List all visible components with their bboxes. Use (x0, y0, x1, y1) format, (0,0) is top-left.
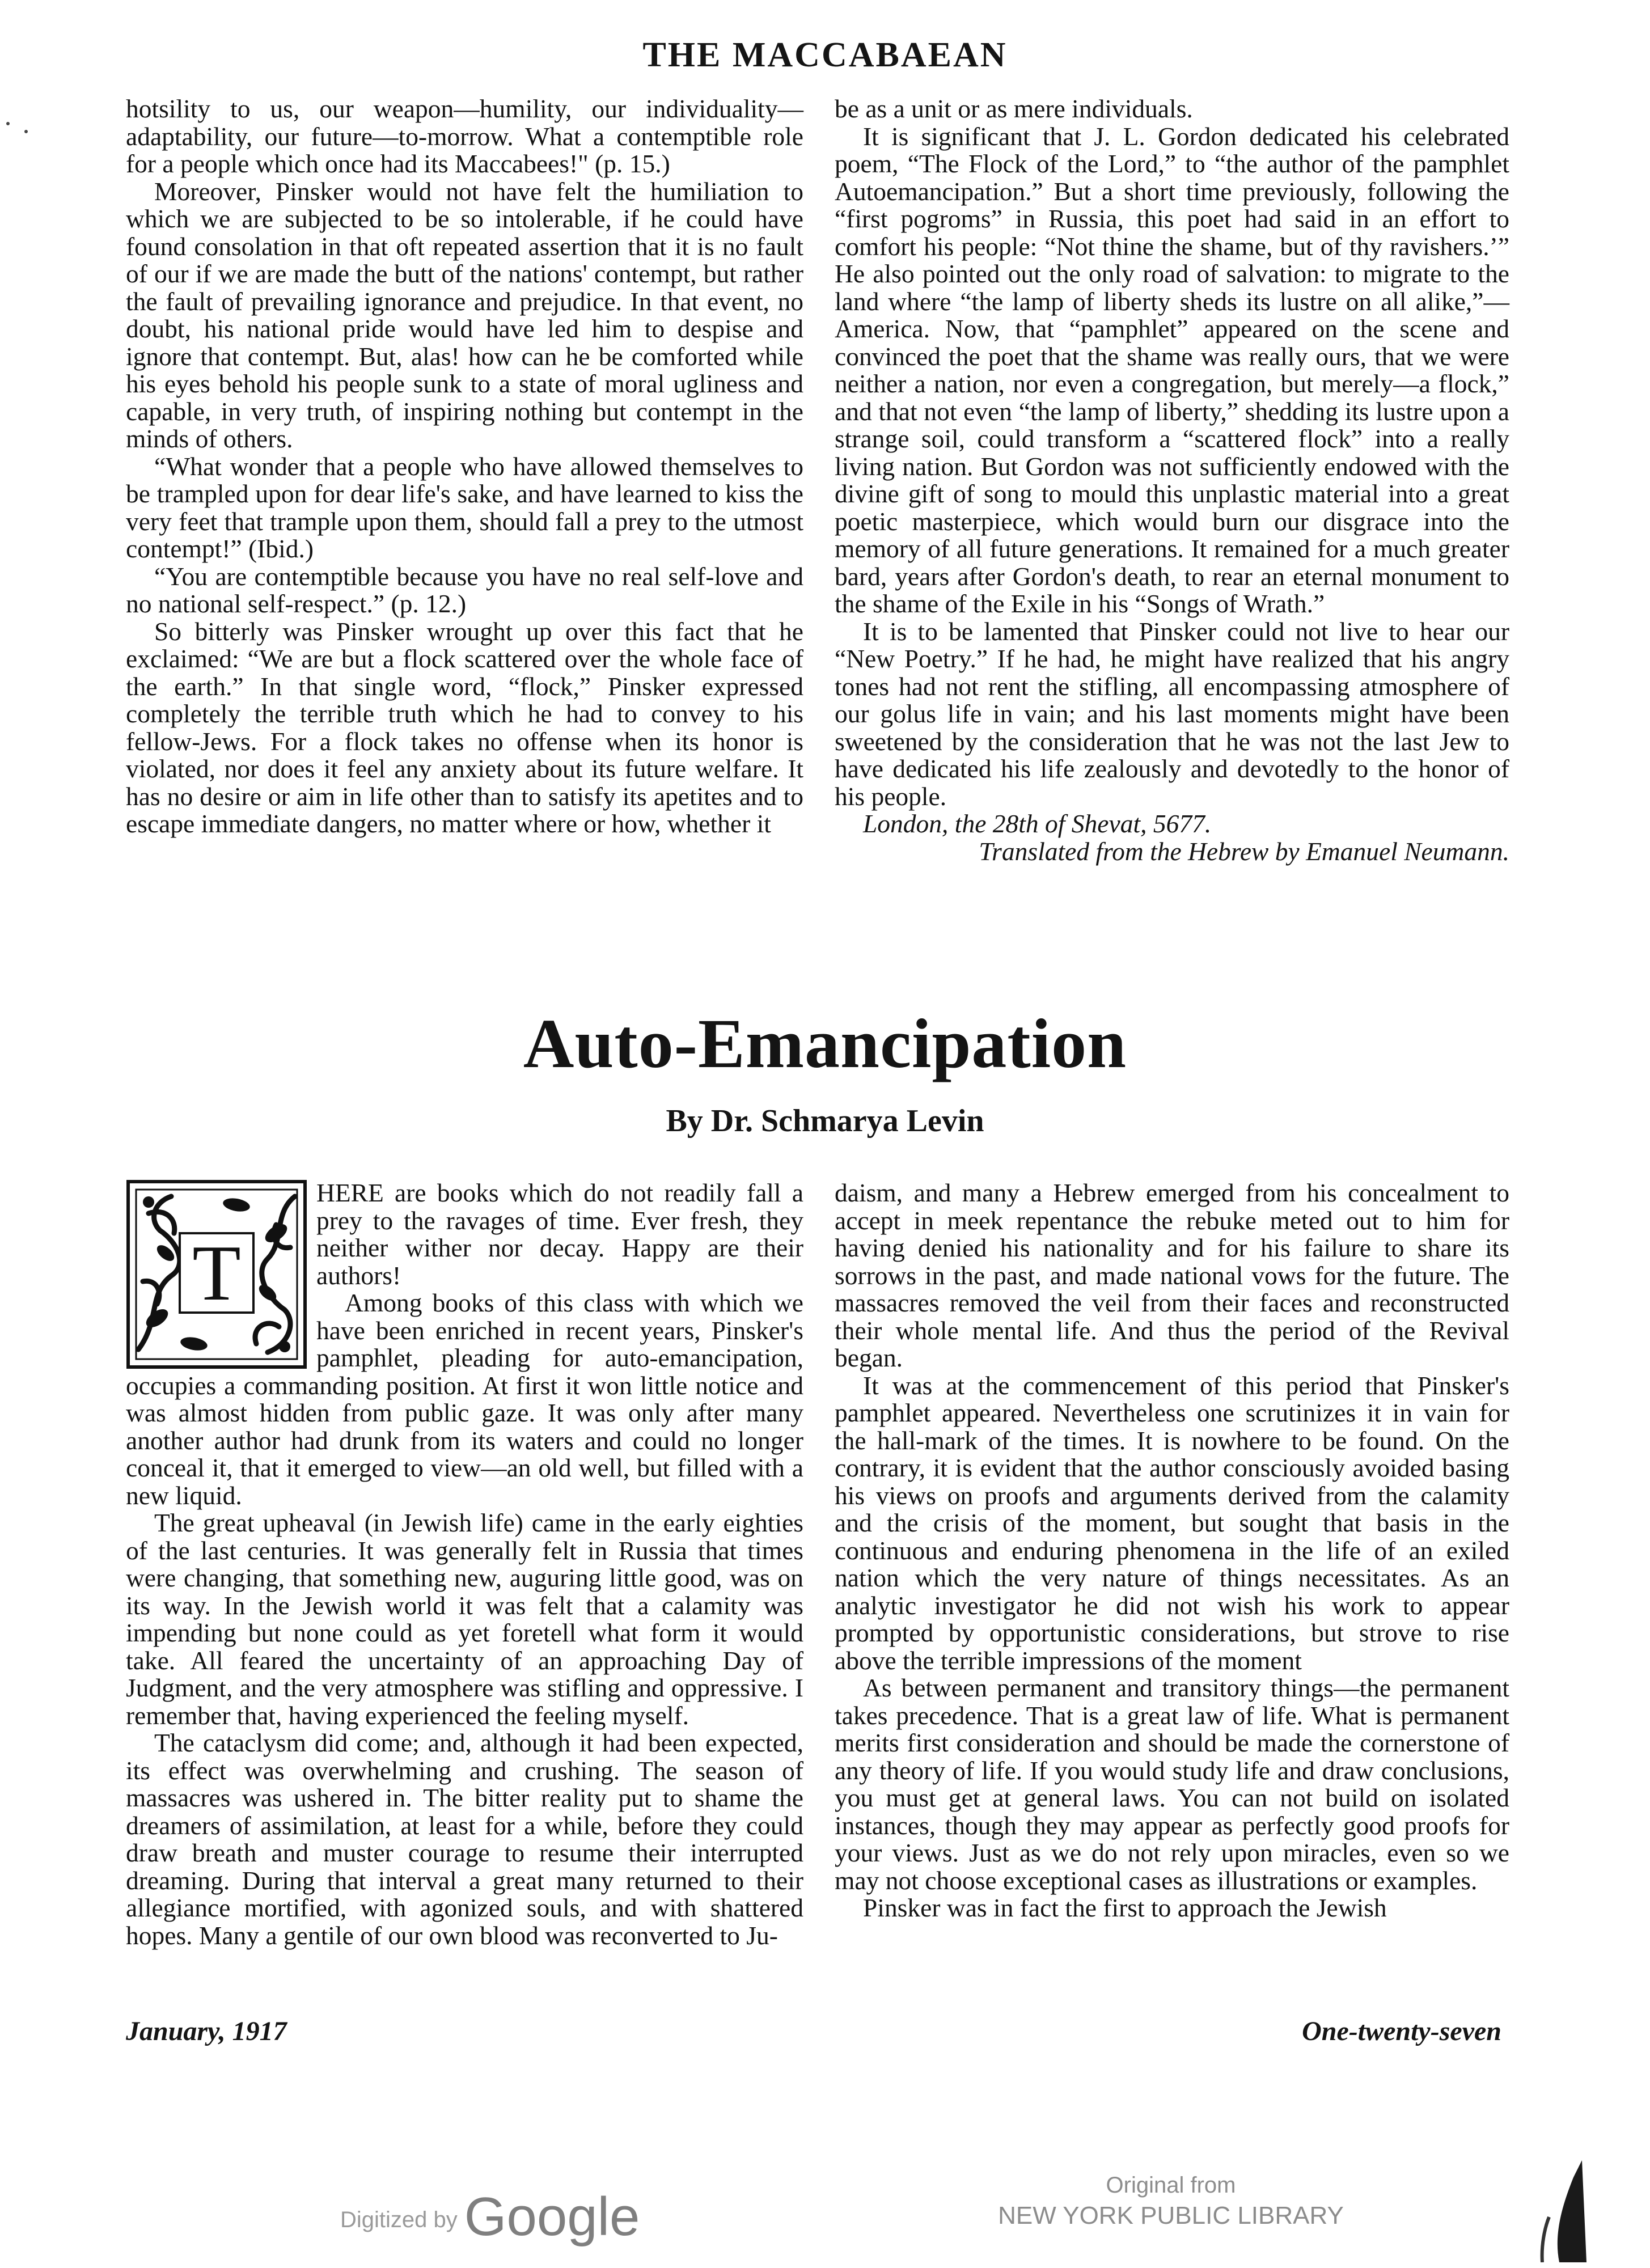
library-notice (989, 2173, 1352, 2230)
bottom-left-column (126, 1179, 803, 1949)
dropcap-letter: T (192, 1229, 241, 1317)
paragraph: The cataclysm did come; and, although it had been expected, its effect was overwhelming and crushing. The season of massacres was ushered in. The bitter reality put to shame the dreamers of assimilation, at least for a while, before they could draw breath and muster courage to resume their interrupted dreaming. During that interval a great many returned to their allegiance mortified, with agonized souls, and with shattered hopes. Many a gentile of our own blood was reconverted to Ju- (126, 1728, 803, 1950)
paragraph: daism, and many a Hebrew emerged from his concealment to accept in meek repentance the rebuke meted out to him for having denied his nationality and for his failure to share its sorrows in the past, and made national vows for the future. The massacres removed the veil from their faces and reconstructed their whole mental life. And thus the period of the Revival began. (835, 1178, 1509, 1372)
paragraph: be as a unit or as mere individuals. (835, 94, 1193, 123)
paragraph: As between permanent and transitory things—the permanent takes precedence. That is a great law of life. What is permanent merits first consideration and should be made the cornerstone of any theory of life. If you would study life and draw conclusions, you must get at general laws. You can not build on isolated instances, though they may appear as perfectly good proofs for your views. Just as we do not rely upon miracles, even so we may not choose exceptional cases as illustrations or examples. (835, 1673, 1509, 1895)
digitized-label: Digitized by (340, 2207, 458, 2232)
bottom-right-column (835, 1179, 1509, 1922)
signature-line: London, the 28th of Shevat, 5677. (863, 809, 1212, 838)
original-from-label: Original from (1106, 2173, 1236, 2198)
paragraph: It was at the commencement of this period that Pinsker's pamphlet appeared. Nevertheless one scrutinizes it in vain for the hall-mark of the times. It is nowhere to be found. On the contrary, it is evident that the author consciously avoided basing his views on proofs and arguments derived from the calamity and the crisis of the moment, but sought that basis in the continuous and enduring phenomena in the life of an exiled nation which the very nature of things necessitates. As an analytic investigator he did not wish his work to appear prompted by opportunistic considerations, but strove to rise above the terrible impressions of the moment (835, 1370, 1509, 1675)
top-right-column (835, 95, 1509, 865)
translation-credit: Translated from the Hebrew by Emanuel Neumann. (979, 836, 1509, 866)
issue-date: January, 1917 (126, 2016, 287, 2046)
paragraph: The great upheaval (in Jewish life) came in the early eighties of the last centuries. It was generally felt in Russia that times were changing, that something new, auguring little good, was on its way. In the Jewish world it was felt that a calamity was impending but none could as yet foretell what form it would take. All feared the uncertainty of an approaching Day of Judgment, and the very atmosphere was stifling and oppressive. I remember that, having experienced the feeling myself. (126, 1508, 803, 1730)
paragraph: HERE are books which do not readily fall a prey to the ravages of time. Ever fresh, they neither wither nor decay. Happy are their authors! (316, 1178, 803, 1290)
paragraph: Pinsker was in fact the first to approach the Jewish (863, 1893, 1387, 1922)
ornamental-initial (126, 1179, 307, 1369)
library-name: NEW YORK PUBLIC LIBRARY (998, 2202, 1344, 2229)
top-left-column (126, 95, 803, 838)
paragraph: It is significant that J. L. Gordon dedicated his celebrated poem, “The Flock of the Lord,” to “the author of the pamphlet Autoemancipation.” But a short time previously, following the “first pogroms” in Russia, this poet had said in an effort to comfort his people: “Not thine the shame, but of thy ravishers.’” He also pointed out the only road of salvation: to migrate to the land where “the lamp of liberty sheds its lustre on all alike,”—America. Now, that “pamphlet” appeared on the scene and convinced the poet that the shame was really ours, that we were neither a nation, nor even a congregation, but merely—a flock,” and that not even “the lamp of liberty,” shedding its lustre upon a strange soil, could transform a “scattered flock” into a really living nation. But Gordon was not sufficiently endowed with the divine gift of song to mould this unplastic material into a great poetic masterpiece, which would burn our disgrace into the memory of all future generations. It remained for a much greater bard, years after Gordon's death, to rear an eternal monument to the shame of the Exile in his “Songs of Wrath.” (835, 121, 1509, 618)
paragraph: It is to be lamented that Pinsker could not live to hear our “New Poetry.” If he had, he might have realized that his angry tones had not rent the stifling, all encompassing atmosphere of our golus life in vain; and his last moments might have been sweetened by the consideration that he was not the last Jew to have dedicated his life zealously and devotedly to the honor of his people. (835, 616, 1509, 811)
google-logo: Google (464, 2186, 640, 2247)
paragraph: “What wonder that a people who have allowed themselves to be trampled upon for dear life's sake, and have learned to kiss the very feet that trample upon them, should fall a prey to the utmost contempt!” (Ibid.) (126, 451, 803, 563)
paragraph: “You are contemptible because you have no real self-love and no national self-respect.” (p. 12.) (126, 561, 803, 618)
paragraph: Among books of this class with which we have been enriched in recent years, Pinsker's pamphlet, pleading for auto-emancipation, occupies a commanding position. At first it won little notice and was almost hidden from public gaze. It was only after many another author had drunk from its waters and could no longer conceal it, that it emerged to view—an old well, but filled with a new liquid. (126, 1288, 803, 1510)
paragraph: Moreover, Pinsker would not have felt the humiliation to which we are subjected to be so intolerable, if he could have found consolation in that oft repeated assertion that it is no fault of our if we are made the butt of the nations' contempt, but rather the fault of prevailing ignorance and prejudice. In that event, no doubt, his national pride would have led him to despise and ignore that contempt. But, alas! how can he be comforted while his eyes behold his people sunk to a state of moral ugliness and capable, in very truth, of inspiring nothing but contempt in the minds of others. (126, 176, 803, 453)
page-number: One-twenty-seven (1302, 2016, 1501, 2046)
article-title: Auto-Emancipation (523, 1005, 1127, 1082)
margin-specks-icon (0, 0, 34, 170)
article-byline: By Dr. Schmarya Levin (666, 1103, 984, 1139)
paragraph: So bitterly was Pinsker wrought up over this fact that he exclaimed: “We are but a flock scattered over the whole face of the earth.” In that single word, “flock,” Pinsker expressed completely the terrible truth which he had to convey to his fellow-Jews. For a flock takes no offense when its honor is violated, nor does it feel any anxiety about its future welfare. It has no desire or aim in life other than to satisfy its apetites and to escape immediate dangers, no matter where or how, whether it (126, 616, 803, 838)
paragraph: hotsility to us, our weapon—humility, our individuality—adaptability, our future—to-morrow. What a contemptible role for a people which once had its Maccabees!" (p. 15.) (126, 94, 803, 178)
digitized-notice (340, 2186, 640, 2248)
floral-border-icon (126, 1179, 307, 1369)
page-edge-shadow-icon (1520, 2155, 1588, 2262)
running-head: THE MACCABAEAN (642, 36, 1008, 74)
